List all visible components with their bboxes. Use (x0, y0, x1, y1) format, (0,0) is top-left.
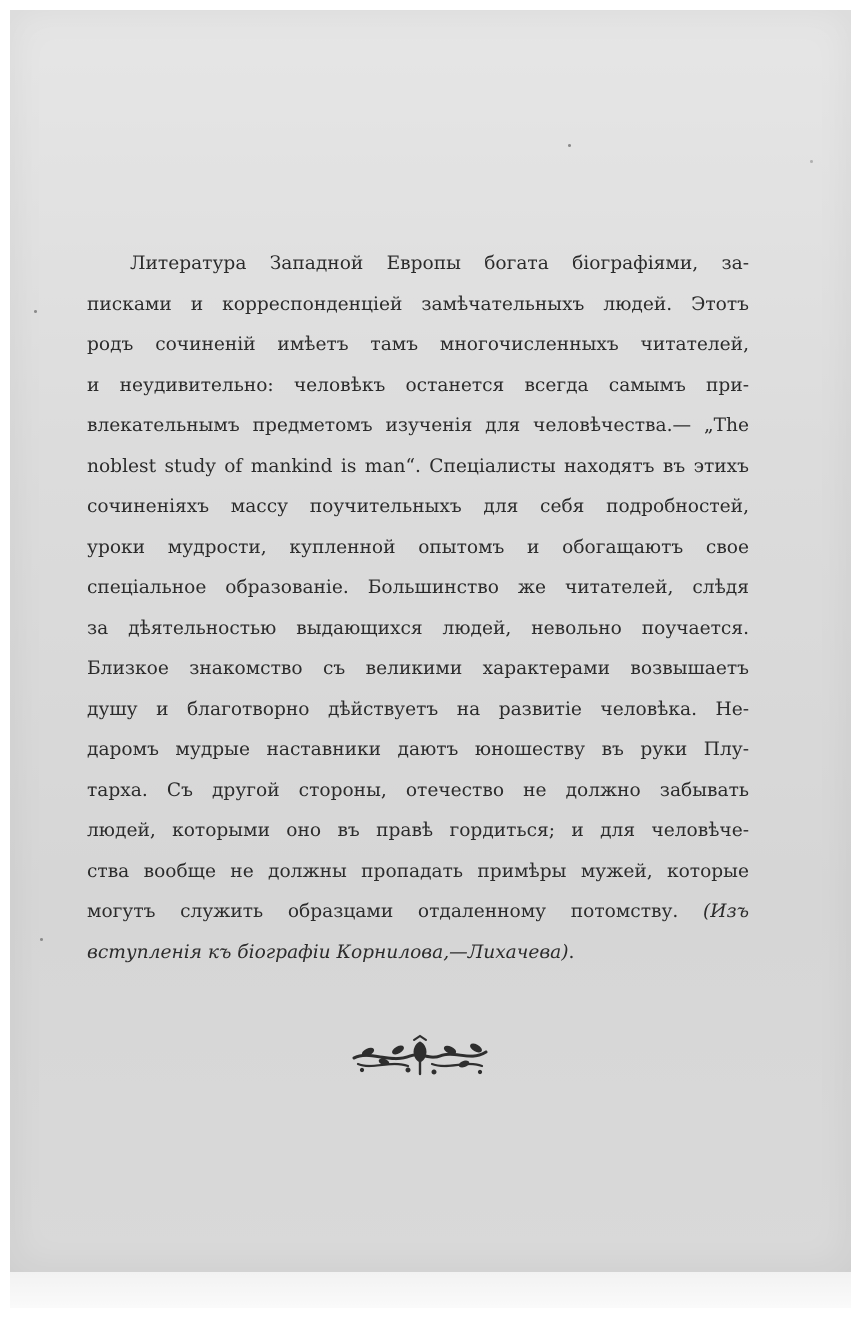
citation-text: вступленія къ біографіи Корнилова,—Лихачева) (87, 941, 569, 963)
text-line (87, 892, 749, 933)
citation-line (87, 933, 749, 974)
text-line: родъ сочиненій имѣетъ тамъ многочисленныхъ читателей, (87, 334, 749, 355)
body-paragraph (87, 244, 749, 973)
text-line: сочиненіяхъ массу поучительныхъ для себя подробностей, (87, 496, 749, 517)
scan-margin (10, 1272, 851, 1308)
paper-speck (568, 144, 571, 147)
text-line: даромъ мудрые наставники даютъ юношеству въ руки Плу- (87, 739, 749, 760)
text-line: и неудивительно: человѣкъ останется всегда самымъ при- (87, 374, 749, 396)
text-line: за дѣятельностью выдающихся людей, невольно поучается. (87, 617, 749, 639)
text-line-regular: могутъ служить образцами отдаленному потомству. (87, 901, 703, 922)
text-line: спеціальное образованіе. Большинство же читателей, слѣдя (87, 577, 749, 598)
text-line: noblest study of mankind is man“. Спеціалисты находятъ въ этихъ (87, 455, 749, 477)
book-page (10, 10, 851, 1272)
citation-open: (Изъ (702, 901, 749, 922)
text-line: писками и корреспонденціей замѣчательныхъ людей. Этотъ (87, 293, 749, 315)
text-line: Литература Западной Европы богата біографіями, за- (130, 253, 749, 274)
text-line: уроки мудрости, купленной опытомъ и обогащаютъ свое (87, 536, 749, 558)
paper-speck (810, 160, 813, 163)
text-line: людей, которыми оно въ правѣ гордиться; и для человѣче- (87, 820, 749, 841)
text-line: тарха. Съ другой стороны, отечество не должно забывать (87, 779, 749, 801)
floral-vignette-icon (350, 1034, 490, 1080)
text-line: душу и благотворно дѣйствуетъ на развитіе человѣка. Не- (87, 698, 749, 720)
text-line: Близкое знакомство съ великими характерами возвышаетъ (87, 658, 749, 679)
paper-speck (34, 310, 37, 313)
text-line: ства вообще не должны пропадать примѣры мужей, которые (87, 860, 749, 882)
paper-speck (40, 938, 43, 941)
text-line: влекательнымъ предметомъ изученія для человѣчества.— „The (87, 415, 749, 436)
citation-period: . (568, 941, 575, 963)
